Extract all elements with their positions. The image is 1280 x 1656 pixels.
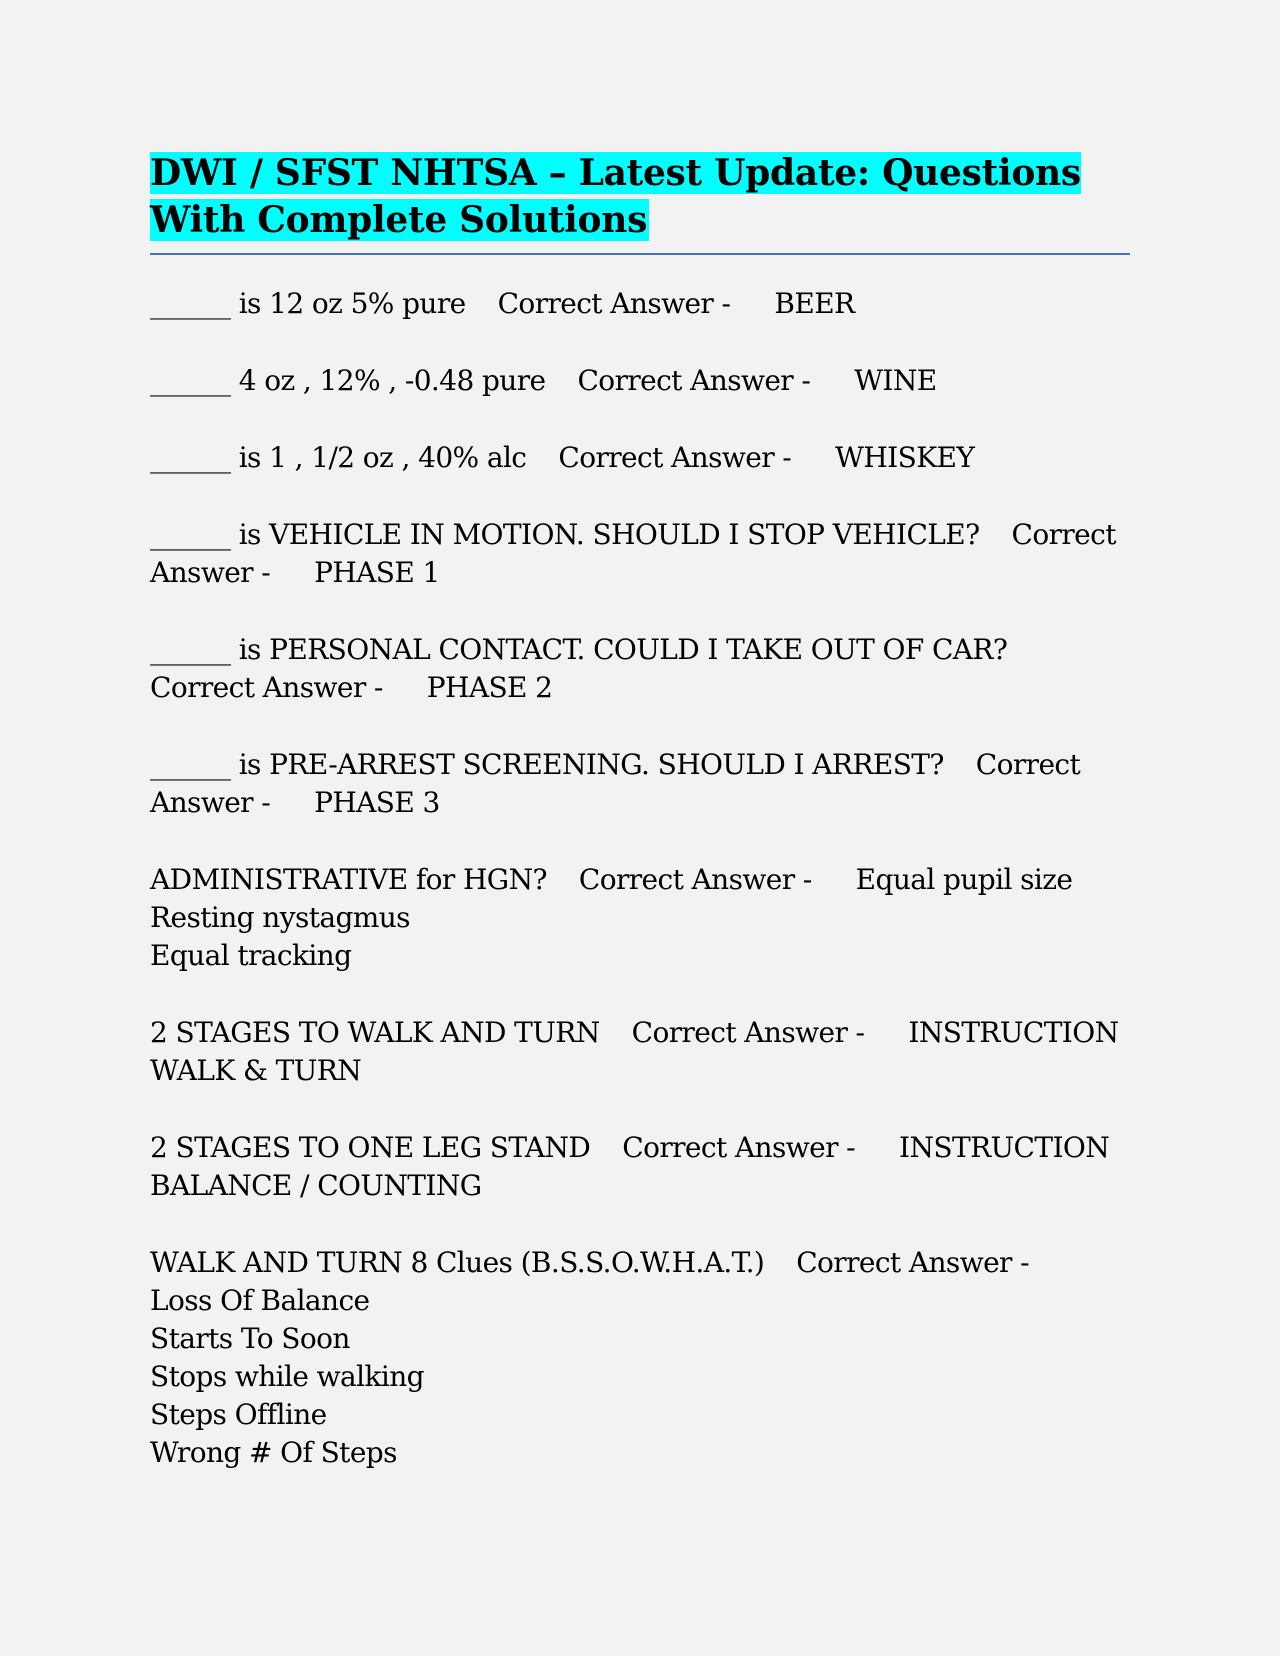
title-divider [150,253,1130,255]
question-text: ______ is 1 , 1/2 oz , 40% alc [150,441,527,474]
question-text: 2 STAGES TO WALK AND TURN [150,1016,600,1049]
correct-answer-label: Correct Answer - [150,748,1081,819]
correct-answer-label: Correct Answer - [558,441,792,474]
answer-text: PHASE 2 [426,671,553,704]
question-text: ADMINISTRATIVE for HGN? [150,863,547,896]
answer-text: Equal pupil size [855,863,1073,896]
answer-line: Equal tracking [150,939,352,972]
answer-text: PHASE 1 [314,556,440,589]
document-title [150,150,1130,244]
answer-text: INSTRUCTION [908,1016,1119,1049]
qa-first-line [150,746,1130,822]
answer-line: Resting nystagmus [150,901,410,934]
qa-item [150,516,1130,592]
qa-item [150,439,1130,477]
correct-answer-label: Correct Answer - [631,1016,865,1049]
qa-first-line [150,516,1130,592]
correct-answer-label: Correct Answer - [622,1131,856,1164]
answer-text: INSTRUCTION [899,1131,1110,1164]
correct-answer-label: Correct Answer - [150,671,383,704]
answer-line: Starts To Soon [150,1322,350,1355]
qa-item [150,1129,1130,1205]
answer-line: Stops while walking [150,1360,424,1393]
question-text: ______ is VEHICLE IN MOTION. SHOULD I STOP VEHICLE? [150,518,980,551]
qa-item [150,285,1130,323]
qa-item [150,1244,1130,1472]
answer-text: PHASE 3 [314,786,440,819]
qa-first-line [150,362,1130,400]
question-text: 2 STAGES TO ONE LEG STAND [150,1131,591,1164]
answer-text: WINE [854,364,937,397]
correct-answer-label: Correct Answer - [497,287,731,320]
answer-line: BALANCE / COUNTING [150,1169,482,1202]
qa-first-line [150,1129,1130,1167]
title-block [150,150,1130,244]
title-highlight: DWI / SFST NHTSA – Latest Update: Questions With Complete Solutions [150,152,1081,241]
answer-line: WALK & TURN [150,1054,362,1087]
qa-item [150,1014,1130,1090]
qa-first-line [150,861,1130,899]
qa-item [150,362,1130,400]
answer-line: Loss Of Balance [150,1284,370,1317]
qa-item [150,631,1130,707]
answer-text: WHISKEY [835,441,975,474]
qa-item [150,746,1130,822]
correct-answer-label: Correct Answer - [577,364,811,397]
qa-first-line [150,631,1130,707]
correct-answer-label: Correct Answer - [796,1246,1029,1279]
question-text: ______ is 12 oz 5% pure [150,287,466,320]
answer-text: BEER [774,287,855,320]
answer-line: Wrong # Of Steps [150,1436,397,1469]
correct-answer-label: Correct Answer - [578,863,812,896]
qa-first-line [150,285,1130,323]
qa-first-line [150,1244,1130,1282]
qa-item [150,861,1130,975]
question-text: ______ is PERSONAL CONTACT. COULD I TAKE OUT OF CAR? [150,633,1008,666]
answer-line: Steps Offline [150,1398,327,1431]
question-text: ______ is PRE-ARREST SCREENING. SHOULD I ARREST? [150,748,944,781]
qa-first-line [150,439,1130,477]
question-text: WALK AND TURN 8 Clues (B.S.S.O.W.H.A.T.) [150,1246,765,1279]
qa-list [150,285,1130,1511]
correct-answer-label: Correct Answer - [150,518,1116,589]
qa-first-line [150,1014,1130,1052]
question-text: ______ 4 oz , 12% , -0.48 pure [150,364,546,397]
